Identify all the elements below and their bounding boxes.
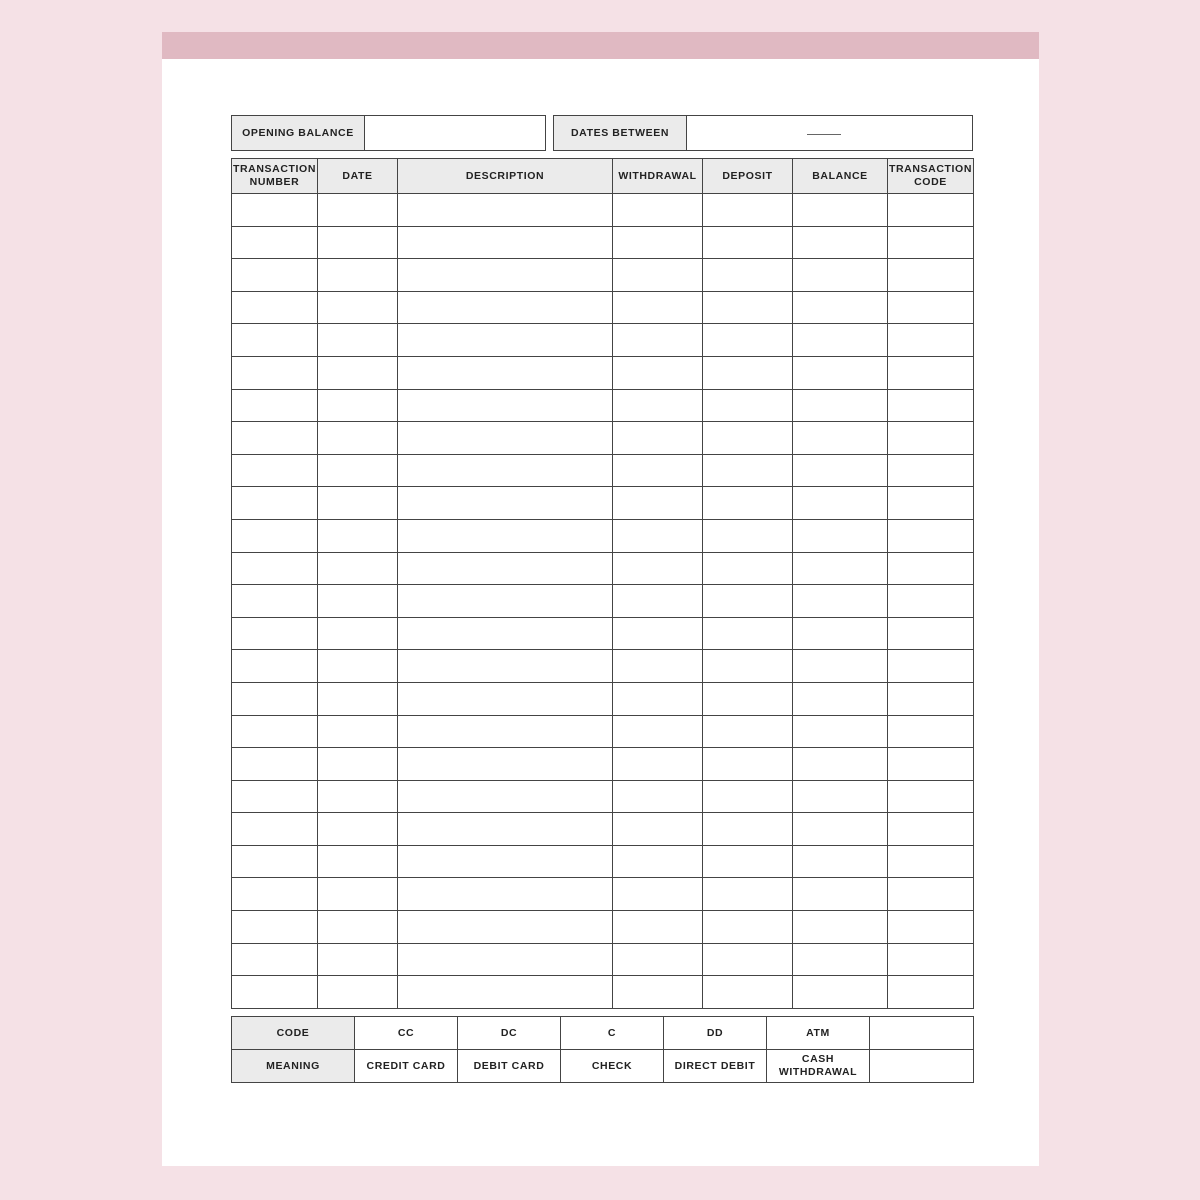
cell-balance[interactable]	[793, 715, 888, 748]
meaning-check: CHECK	[561, 1050, 664, 1083]
cell-withdrawal[interactable]	[613, 845, 703, 878]
cell-date[interactable]	[318, 617, 398, 650]
cell-transaction-number[interactable]	[232, 911, 318, 944]
cell-deposit[interactable]	[703, 845, 793, 878]
cell-balance[interactable]	[793, 422, 888, 455]
cell-balance[interactable]	[793, 650, 888, 683]
cell-transaction-code[interactable]	[888, 911, 974, 944]
table-row	[232, 259, 974, 292]
cell-date[interactable]	[318, 291, 398, 324]
cell-date[interactable]	[318, 748, 398, 781]
opening-balance-field[interactable]	[365, 116, 545, 150]
code-c: C	[561, 1017, 664, 1050]
cell-balance[interactable]	[793, 487, 888, 520]
table-row	[232, 911, 974, 944]
cell-deposit[interactable]	[703, 552, 793, 585]
cell-deposit[interactable]	[703, 585, 793, 618]
cell-description[interactable]	[398, 259, 613, 292]
cell-balance[interactable]	[793, 748, 888, 781]
cell-balance[interactable]	[793, 552, 888, 585]
cell-transaction-code[interactable]	[888, 682, 974, 715]
cell-balance[interactable]	[793, 585, 888, 618]
cell-description[interactable]	[398, 487, 613, 520]
cell-description[interactable]	[398, 356, 613, 389]
cell-deposit[interactable]	[703, 780, 793, 813]
cell-balance[interactable]	[793, 780, 888, 813]
cell-withdrawal[interactable]	[613, 389, 703, 422]
cell-description[interactable]	[398, 780, 613, 813]
cell-transaction-code[interactable]	[888, 878, 974, 911]
cell-withdrawal[interactable]	[613, 454, 703, 487]
cell-balance[interactable]	[793, 194, 888, 227]
table-row	[232, 976, 974, 1009]
cell-deposit[interactable]	[703, 487, 793, 520]
cell-date[interactable]	[318, 356, 398, 389]
code-label: CODE	[232, 1017, 355, 1050]
cell-deposit[interactable]	[703, 878, 793, 911]
cell-withdrawal[interactable]	[613, 487, 703, 520]
cell-withdrawal[interactable]	[613, 552, 703, 585]
table-row	[232, 194, 974, 227]
cell-transaction-code[interactable]	[888, 813, 974, 846]
cell-balance[interactable]	[793, 454, 888, 487]
opening-balance-label: OPENING BALANCE	[232, 116, 365, 150]
cell-transaction-number[interactable]	[232, 585, 318, 618]
cell-date[interactable]	[318, 911, 398, 944]
cell-transaction-number[interactable]	[232, 422, 318, 455]
cell-transaction-number[interactable]	[232, 194, 318, 227]
dates-between-field[interactable]	[687, 116, 972, 150]
cell-transaction-code[interactable]	[888, 585, 974, 618]
cell-description[interactable]	[398, 389, 613, 422]
cell-withdrawal[interactable]	[613, 878, 703, 911]
cell-withdrawal[interactable]	[613, 650, 703, 683]
cell-withdrawal[interactable]	[613, 715, 703, 748]
cell-balance[interactable]	[793, 682, 888, 715]
cell-date[interactable]	[318, 324, 398, 357]
cell-transaction-code[interactable]	[888, 389, 974, 422]
cell-transaction-code[interactable]	[888, 324, 974, 357]
cell-transaction-code[interactable]	[888, 650, 974, 683]
col-description: DESCRIPTION	[398, 159, 613, 194]
cell-transaction-code[interactable]	[888, 976, 974, 1009]
cell-transaction-number[interactable]	[232, 487, 318, 520]
cell-transaction-number[interactable]	[232, 356, 318, 389]
meaning-blank-cell[interactable]	[870, 1050, 974, 1083]
col-withdrawal: WITHDRAWAL	[613, 159, 703, 194]
cell-date[interactable]	[318, 259, 398, 292]
cell-balance[interactable]	[793, 259, 888, 292]
cell-transaction-number[interactable]	[232, 617, 318, 650]
cell-description[interactable]	[398, 422, 613, 455]
cell-description[interactable]	[398, 813, 613, 846]
code-blank-cell[interactable]	[870, 1017, 974, 1050]
cell-transaction-number[interactable]	[232, 519, 318, 552]
cell-transaction-number[interactable]	[232, 389, 318, 422]
cell-transaction-number[interactable]	[232, 943, 318, 976]
cell-description[interactable]	[398, 911, 613, 944]
meaning-credit-card: CREDIT CARD	[355, 1050, 458, 1083]
table-row	[232, 226, 974, 259]
cell-deposit[interactable]	[703, 976, 793, 1009]
cell-transaction-code[interactable]	[888, 226, 974, 259]
cell-description[interactable]	[398, 976, 613, 1009]
cell-date[interactable]	[318, 650, 398, 683]
code-dc: DC	[458, 1017, 561, 1050]
cell-deposit[interactable]	[703, 943, 793, 976]
cell-description[interactable]	[398, 194, 613, 227]
transaction-rows	[232, 194, 974, 1009]
cell-transaction-code[interactable]	[888, 194, 974, 227]
table-row	[232, 422, 974, 455]
table-row	[232, 682, 974, 715]
cell-date[interactable]	[318, 487, 398, 520]
cell-date[interactable]	[318, 715, 398, 748]
cell-withdrawal[interactable]	[613, 519, 703, 552]
code-row	[232, 1017, 974, 1050]
meaning-row	[232, 1050, 974, 1083]
cell-transaction-code[interactable]	[888, 617, 974, 650]
cell-withdrawal[interactable]	[613, 356, 703, 389]
cell-description[interactable]	[398, 617, 613, 650]
cell-transaction-number[interactable]	[232, 324, 318, 357]
cell-transaction-number[interactable]	[232, 552, 318, 585]
cell-description[interactable]	[398, 291, 613, 324]
cell-withdrawal[interactable]	[613, 259, 703, 292]
cell-description[interactable]	[398, 943, 613, 976]
cell-description[interactable]	[398, 715, 613, 748]
cell-description[interactable]	[398, 454, 613, 487]
cell-deposit[interactable]	[703, 715, 793, 748]
table-row	[232, 356, 974, 389]
table-row	[232, 487, 974, 520]
code-dd: DD	[664, 1017, 767, 1050]
cell-date[interactable]	[318, 226, 398, 259]
cell-transaction-number[interactable]	[232, 845, 318, 878]
date-range-separator	[807, 134, 841, 135]
cell-transaction-code[interactable]	[888, 715, 974, 748]
cell-transaction-code[interactable]	[888, 748, 974, 781]
cell-balance[interactable]	[793, 976, 888, 1009]
cell-withdrawal[interactable]	[613, 911, 703, 944]
table-row	[232, 813, 974, 846]
cell-balance[interactable]	[793, 813, 888, 846]
cell-transaction-number[interactable]	[232, 813, 318, 846]
cell-withdrawal[interactable]	[613, 422, 703, 455]
cell-deposit[interactable]	[703, 259, 793, 292]
cell-balance[interactable]	[793, 878, 888, 911]
table-row	[232, 585, 974, 618]
cell-date[interactable]	[318, 780, 398, 813]
cell-transaction-number[interactable]	[232, 780, 318, 813]
meaning-debit-card: DEBIT CARD	[458, 1050, 561, 1083]
cell-deposit[interactable]	[703, 291, 793, 324]
meaning-cash-withdrawal: CASH WITHDRAWAL	[767, 1050, 870, 1083]
col-balance: BALANCE	[793, 159, 888, 194]
cell-date[interactable]	[318, 878, 398, 911]
cell-transaction-code[interactable]	[888, 552, 974, 585]
cell-withdrawal[interactable]	[613, 291, 703, 324]
table-row	[232, 291, 974, 324]
cell-deposit[interactable]	[703, 617, 793, 650]
cell-deposit[interactable]	[703, 454, 793, 487]
cell-transaction-code[interactable]	[888, 454, 974, 487]
cell-balance[interactable]	[793, 226, 888, 259]
cell-description[interactable]	[398, 552, 613, 585]
col-transaction-number: TRANSACTION NUMBER	[232, 159, 318, 194]
table-row	[232, 454, 974, 487]
cell-description[interactable]	[398, 748, 613, 781]
cell-deposit[interactable]	[703, 356, 793, 389]
code-atm: ATM	[767, 1017, 870, 1050]
cell-description[interactable]	[398, 324, 613, 357]
cell-transaction-number[interactable]	[232, 715, 318, 748]
table-row	[232, 715, 974, 748]
cell-withdrawal[interactable]	[613, 194, 703, 227]
cell-withdrawal[interactable]	[613, 324, 703, 357]
cell-balance[interactable]	[793, 389, 888, 422]
table-row	[232, 845, 974, 878]
code-legend-table	[231, 1016, 974, 1083]
cell-withdrawal[interactable]	[613, 976, 703, 1009]
cell-date[interactable]	[318, 813, 398, 846]
cell-deposit[interactable]	[703, 324, 793, 357]
cell-transaction-number[interactable]	[232, 682, 318, 715]
table-row	[232, 650, 974, 683]
cell-transaction-code[interactable]	[888, 487, 974, 520]
cell-balance[interactable]	[793, 291, 888, 324]
cell-transaction-number[interactable]	[232, 226, 318, 259]
cell-transaction-code[interactable]	[888, 780, 974, 813]
cell-balance[interactable]	[793, 356, 888, 389]
cell-withdrawal[interactable]	[613, 226, 703, 259]
col-deposit: DEPOSIT	[703, 159, 793, 194]
table-row	[232, 617, 974, 650]
cell-description[interactable]	[398, 878, 613, 911]
cell-balance[interactable]	[793, 617, 888, 650]
cell-description[interactable]	[398, 519, 613, 552]
cell-transaction-code[interactable]	[888, 356, 974, 389]
cell-deposit[interactable]	[703, 682, 793, 715]
cell-withdrawal[interactable]	[613, 943, 703, 976]
cell-withdrawal[interactable]	[613, 748, 703, 781]
table-header-row	[232, 159, 974, 194]
table-row	[232, 552, 974, 585]
code-cc: CC	[355, 1017, 458, 1050]
cell-withdrawal[interactable]	[613, 682, 703, 715]
table-row	[232, 389, 974, 422]
cell-description[interactable]	[398, 845, 613, 878]
col-date: DATE	[318, 159, 398, 194]
cell-deposit[interactable]	[703, 748, 793, 781]
cell-deposit[interactable]	[703, 911, 793, 944]
cell-balance[interactable]	[793, 519, 888, 552]
table-row	[232, 748, 974, 781]
cell-transaction-number[interactable]	[232, 976, 318, 1009]
cell-deposit[interactable]	[703, 194, 793, 227]
cell-description[interactable]	[398, 682, 613, 715]
cell-balance[interactable]	[793, 943, 888, 976]
cell-deposit[interactable]	[703, 813, 793, 846]
cell-deposit[interactable]	[703, 519, 793, 552]
page-header-band	[162, 32, 1039, 59]
cell-transaction-code[interactable]	[888, 259, 974, 292]
table-row	[232, 519, 974, 552]
cell-balance[interactable]	[793, 911, 888, 944]
table-row	[232, 780, 974, 813]
cell-transaction-number[interactable]	[232, 291, 318, 324]
cell-date[interactable]	[318, 585, 398, 618]
cell-transaction-number[interactable]	[232, 454, 318, 487]
cell-date[interactable]	[318, 389, 398, 422]
cell-description[interactable]	[398, 226, 613, 259]
cell-date[interactable]	[318, 682, 398, 715]
col-transaction-code: TRANSACTION CODE	[888, 159, 974, 194]
cell-transaction-number[interactable]	[232, 878, 318, 911]
cell-date[interactable]	[318, 454, 398, 487]
cell-withdrawal[interactable]	[613, 617, 703, 650]
meaning-label: MEANING	[232, 1050, 355, 1083]
dates-between-label: DATES BETWEEN	[554, 116, 687, 150]
cell-deposit[interactable]	[703, 389, 793, 422]
cell-transaction-code[interactable]	[888, 943, 974, 976]
cell-description[interactable]	[398, 585, 613, 618]
meaning-direct-debit: DIRECT DEBIT	[664, 1050, 767, 1083]
cell-transaction-code[interactable]	[888, 845, 974, 878]
cell-deposit[interactable]	[703, 650, 793, 683]
cell-date[interactable]	[318, 194, 398, 227]
cell-withdrawal[interactable]	[613, 585, 703, 618]
transaction-log-table	[231, 158, 974, 1009]
cell-date[interactable]	[318, 943, 398, 976]
cell-deposit[interactable]	[703, 226, 793, 259]
cell-description[interactable]	[398, 650, 613, 683]
cell-date[interactable]	[318, 976, 398, 1009]
cell-transaction-number[interactable]	[232, 748, 318, 781]
opening-balance-box	[231, 115, 546, 151]
cell-balance[interactable]	[793, 324, 888, 357]
cell-transaction-code[interactable]	[888, 422, 974, 455]
cell-balance[interactable]	[793, 845, 888, 878]
dates-between-box	[553, 115, 973, 151]
cell-date[interactable]	[318, 552, 398, 585]
table-row	[232, 324, 974, 357]
cell-date[interactable]	[318, 519, 398, 552]
cell-transaction-number[interactable]	[232, 259, 318, 292]
cell-transaction-code[interactable]	[888, 519, 974, 552]
cell-date[interactable]	[318, 845, 398, 878]
cell-transaction-code[interactable]	[888, 291, 974, 324]
cell-withdrawal[interactable]	[613, 780, 703, 813]
cell-date[interactable]	[318, 422, 398, 455]
cell-withdrawal[interactable]	[613, 813, 703, 846]
table-row	[232, 943, 974, 976]
printable-page	[162, 32, 1039, 1166]
cell-deposit[interactable]	[703, 422, 793, 455]
cell-transaction-number[interactable]	[232, 650, 318, 683]
table-row	[232, 878, 974, 911]
